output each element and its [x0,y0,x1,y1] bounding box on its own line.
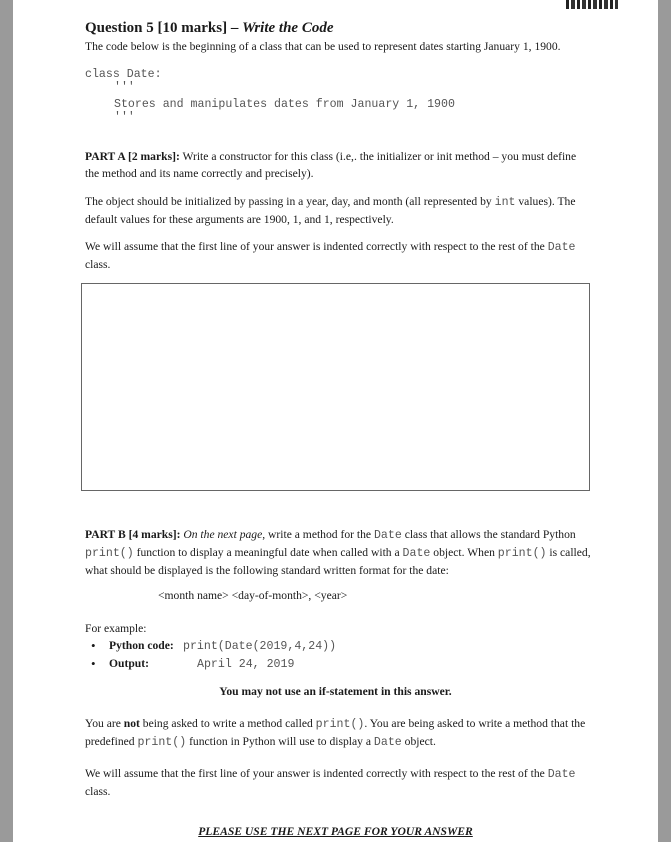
next-page-instruction: PLEASE USE THE NEXT PAGE FOR YOUR ANSWER [198,825,473,838]
date-format: <month name> <day-of-month>, <year> [158,589,348,602]
example-label: For example: [85,622,147,635]
code-line-docstring: Stores and manipulates dates from January 1, 1900 [114,98,455,111]
example-list [85,637,336,673]
part-b-instructions: PART B [4 marks]: On the next page, write a method for the Date class that allows the standard Python print() function to display a meaningful date when called with a Date object. When print() is called, what should be displayed is the following standard written format for the date: [85,528,591,577]
qr-code-fragment [566,0,618,9]
code-line-class: class Date: [85,68,162,81]
question-heading: Question 5 [10 marks] – Write the Code [85,20,334,36]
exam-page [13,0,658,842]
answer-box-part-a[interactable] [81,283,590,491]
example-output-item: • Output: April 24, 2019 [109,655,336,673]
no-if-statement-note: You may not use an if-statement in this answer. [219,685,452,698]
part-a-instructions: PART A [2 marks]: Write a constructor for this class (i.e,. the initializer or init method – you must define the method and its name correctly and precisely). [85,150,577,180]
part-a-initialization: The object should be initialized by passing in a year, day, and month (all represented by int values). The default values for these arguments are 1900, 1, and 1, respectively. [85,195,576,226]
code-line-docstring-open: ''' [114,81,135,94]
part-b-indent-note: We will assume that the first line of your answer is indented correctly with respect to the rest of the Date class. [85,767,576,798]
part-a-indent-note: We will assume that the first line of your answer is indented correctly with respect to the rest of the Date class. [85,240,576,271]
part-b-clarification: You are not being asked to write a method called print(). You are being asked to write a method that the predefined print() function in Python will use to display a Date object. [85,717,586,749]
example-code-item: • Python code: print(Date(2019,4,24)) [109,637,336,655]
question-intro: The code below is the beginning of a class that can be used to represent dates starting January 1, 1900. [85,40,561,53]
code-line-docstring-close: ''' [114,111,135,124]
